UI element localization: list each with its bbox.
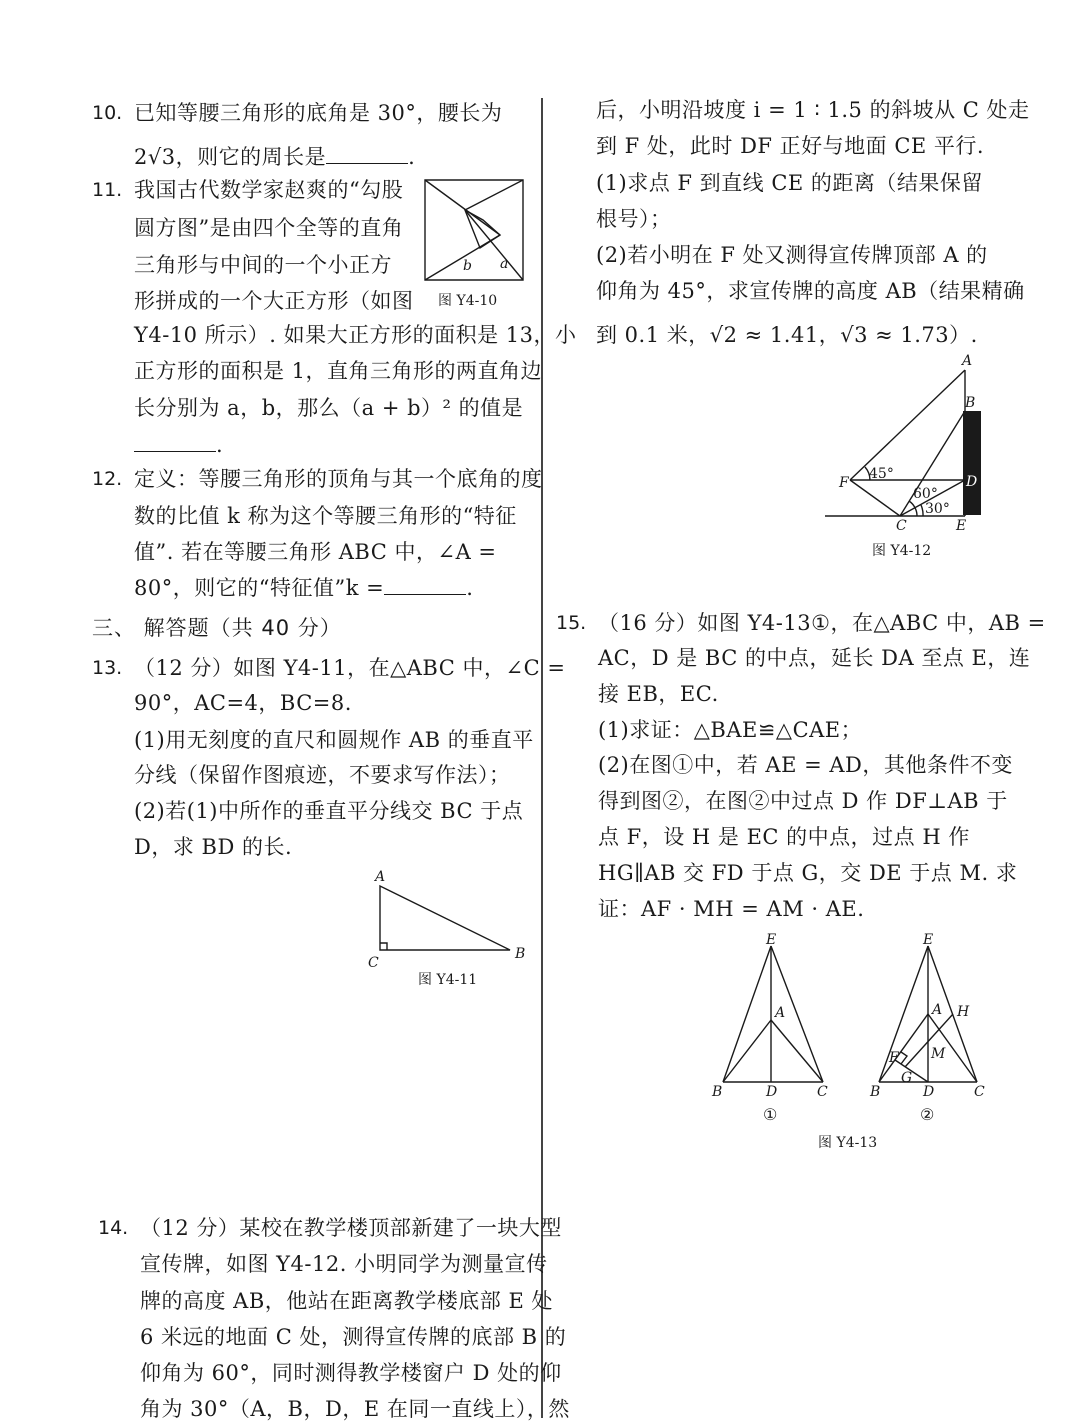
q14-right-line7: 到 0.1 米，√2 ≈ 1.41，√3 ≈ 1.73）.	[596, 323, 978, 347]
fig12-label-a: A	[962, 353, 973, 369]
q15-line8: HG∥AB 交 FD 于点 G，交 DE 于点 M. 求	[598, 861, 1018, 885]
q14-line6: 角为 30°（A，B，D，E 在同一直线上），然	[140, 1397, 570, 1421]
triangle-edge-3	[465, 210, 523, 280]
q15-line2: AC，D 是 BC 的中点，延长 DA 至点 E，连	[598, 646, 1031, 670]
q11-line5: Y4-10 所示）. 如果大正方形的面积是 13，小	[134, 323, 577, 347]
fig13b-label-f: F	[889, 1050, 899, 1066]
fig10-label-b: b	[463, 258, 472, 274]
q12-number: 12.	[92, 468, 123, 490]
q14-right-line4: 根号）；	[596, 207, 672, 231]
fig13a-label-a: A	[775, 1005, 786, 1021]
fig12-label-d: D	[966, 474, 978, 490]
right-angle-mark	[380, 943, 387, 950]
q13-line3: (1)用无刻度的直尺和圆规作 AB 的垂直平	[134, 728, 534, 752]
fig13b-line-hg	[905, 1014, 953, 1067]
q15-line4: (1)求证：△BAE≌△CAE；	[598, 718, 863, 742]
q15-line5: (2)在图①中，若 AE = AD，其他条件不变	[598, 753, 1013, 777]
fig10-label-a: a	[500, 256, 509, 272]
q12-line4-text: 80°，则它的“特征值”k =	[134, 576, 385, 600]
triangle-edge-1	[425, 180, 500, 235]
fig13b-right-angle-mark	[901, 1052, 907, 1064]
q13-line4: 分线（保留作图痕迹，不要求写作法）；	[134, 763, 511, 787]
figure-y4-13-2	[865, 930, 995, 1130]
figure-y4-11	[365, 868, 526, 971]
q10-answer-blank[interactable]	[326, 145, 408, 164]
q12-line2: 数的比值 k 称为这个等腰三角形的“特征	[134, 504, 517, 528]
q14-line2: 宣传牌，如图 Y4-12. 小明同学为测量宣传	[140, 1252, 548, 1276]
q10-line2-end: .	[408, 145, 416, 169]
q13-number: 13.	[92, 657, 123, 679]
q15-line7: 点 F，设 H 是 EC 的中点，过点 H 作	[598, 825, 970, 849]
q14-line1: （12 分）某校在教学楼顶部新建了一块大型	[140, 1216, 562, 1240]
angle-arc-30	[921, 505, 923, 516]
fig-y4-12-caption: 图 Y4-12	[872, 543, 932, 559]
fig13b-label-m: M	[931, 1046, 946, 1062]
q11-line8-end: .	[216, 433, 224, 457]
fig12-angle-30: 30°	[925, 501, 950, 517]
sight-line-fa	[850, 370, 965, 480]
fig12-label-b: B	[965, 395, 976, 411]
triangle-edge-2	[465, 180, 523, 210]
fig11-label-a: A	[375, 869, 386, 885]
figure-y4-13-1	[705, 930, 835, 1130]
fig-y4-11-caption: 图 Y4-11	[418, 972, 478, 988]
q13-line1: （12 分）如图 Y4-11，在△ABC 中，∠C =	[134, 656, 566, 680]
fig13a-label-c: C	[817, 1084, 828, 1100]
fig11-label-b: B	[515, 946, 526, 962]
q11-line6: 正方形的面积是 1，直角三角形的两直角边	[134, 359, 543, 383]
q11-line4: 形拼成的一个大正方形（如图	[134, 289, 414, 313]
fig13a-label-e: E	[766, 932, 777, 948]
fig13b-label-h: H	[957, 1004, 970, 1020]
billboard-building	[963, 411, 981, 515]
q12-answer-blank[interactable]	[384, 576, 466, 595]
fig13a-tag: ①	[763, 1105, 778, 1124]
q10-line2-text: 2√3，则它的周长是	[134, 145, 327, 169]
fig12-label-c: C	[896, 518, 907, 534]
q11-line1: 我国古代数学家赵爽的“勾股	[134, 178, 404, 202]
q11-line8	[134, 432, 223, 458]
q15-line3: 接 EB，EC.	[598, 682, 719, 706]
fig13a-line-be	[723, 946, 771, 1082]
fig13b-label-b: B	[870, 1084, 881, 1100]
fig12-angle-45: 45°	[869, 466, 894, 482]
q11-line2: 圆方图”是由四个全等的直角	[134, 216, 404, 240]
q11-number: 11.	[92, 179, 123, 201]
fig13a-line-ba	[723, 1020, 771, 1082]
figure-y4-10	[425, 180, 525, 282]
figure-y4-12	[825, 355, 1000, 535]
fig12-angle-60: 60°	[913, 486, 938, 502]
fig13a-line-ca	[771, 1020, 823, 1082]
q14-line4: 6 米远的地面 C 处，测得宣传牌的底部 B 的	[140, 1325, 567, 1349]
q12-line4	[134, 575, 473, 601]
fig13a-label-d: D	[766, 1084, 778, 1100]
section-3-title: 三、 解答题（共 40 分）	[92, 616, 342, 640]
q10-number: 10.	[92, 102, 123, 124]
q15-line9: 证：AF · MH = AM · AE.	[598, 897, 865, 921]
q10-line1: 已知等腰三角形的底角是 30°，腰长为	[134, 101, 503, 125]
q14-right-line2: 到 F 处，此时 DF 正好与地面 CE 平行.	[596, 134, 985, 158]
q14-right-line6: 仰角为 45°，求宣传牌的高度 AB（结果精确	[596, 279, 1025, 303]
q13-line5: (2)若(1)中所作的垂直平分线交 BC 于点	[134, 799, 524, 823]
fig-y4-13-caption: 图 Y4-13	[818, 1135, 878, 1151]
q10-line2	[134, 144, 415, 170]
q14-right-line5: (2)若小明在 F 处又测得宣传牌顶部 A 的	[596, 243, 988, 267]
q14-right-line1: 后，小明沿坡度 i = 1 ∶ 1.5 的斜坡从 C 处走	[596, 98, 1030, 122]
fig11-label-c: C	[368, 955, 379, 971]
q12-line3: 值”. 若在等腰三角形 ABC 中，∠A =	[134, 540, 497, 564]
q13-line6: D，求 BD 的长.	[134, 835, 293, 859]
fig13b-label-e: E	[923, 932, 934, 948]
q14-line3: 牌的高度 AB，他站在距离教学楼底部 E 处	[140, 1289, 553, 1313]
slope-fc	[850, 480, 900, 516]
q13-line2: 90°，AC=4，BC=8.	[134, 691, 352, 715]
fig13a-label-b: B	[712, 1084, 723, 1100]
q11-line7: 长分别为 a，b，那么（a + b）² 的值是	[134, 396, 524, 420]
triangle-abc	[380, 886, 510, 950]
fig13b-label-d: D	[923, 1084, 935, 1100]
q11-answer-blank[interactable]	[134, 433, 216, 452]
q14-right-line3: (1)求点 F 到直线 CE 的距离（结果保留	[596, 171, 983, 195]
q12-line1: 定义：等腰三角形的顶角与其一个底角的度	[134, 467, 543, 491]
q15-number: 15.	[556, 612, 587, 634]
fig12-label-f: F	[839, 475, 849, 491]
fig13b-label-a: A	[932, 1002, 943, 1018]
fig12-label-e: E	[956, 518, 967, 534]
fig-y4-10-caption: 图 Y4-10	[438, 293, 498, 309]
q14-line5: 仰角为 60°，同时测得教学楼窗户 D 处的仰	[140, 1361, 562, 1385]
fig13b-tag: ②	[920, 1105, 935, 1124]
q12-line4-end: .	[466, 576, 474, 600]
q15-line1: （16 分）如图 Y4-13①，在△ABC 中，AB =	[598, 611, 1046, 635]
fig13b-label-g: G	[901, 1070, 913, 1086]
q15-line6: 得到图②，在图②中过点 D 作 DF⊥AB 于	[598, 789, 1008, 813]
q11-line3: 三角形与中间的一个小正方	[134, 253, 392, 277]
q14-number: 14.	[98, 1217, 129, 1239]
fig13b-label-c: C	[974, 1084, 985, 1100]
